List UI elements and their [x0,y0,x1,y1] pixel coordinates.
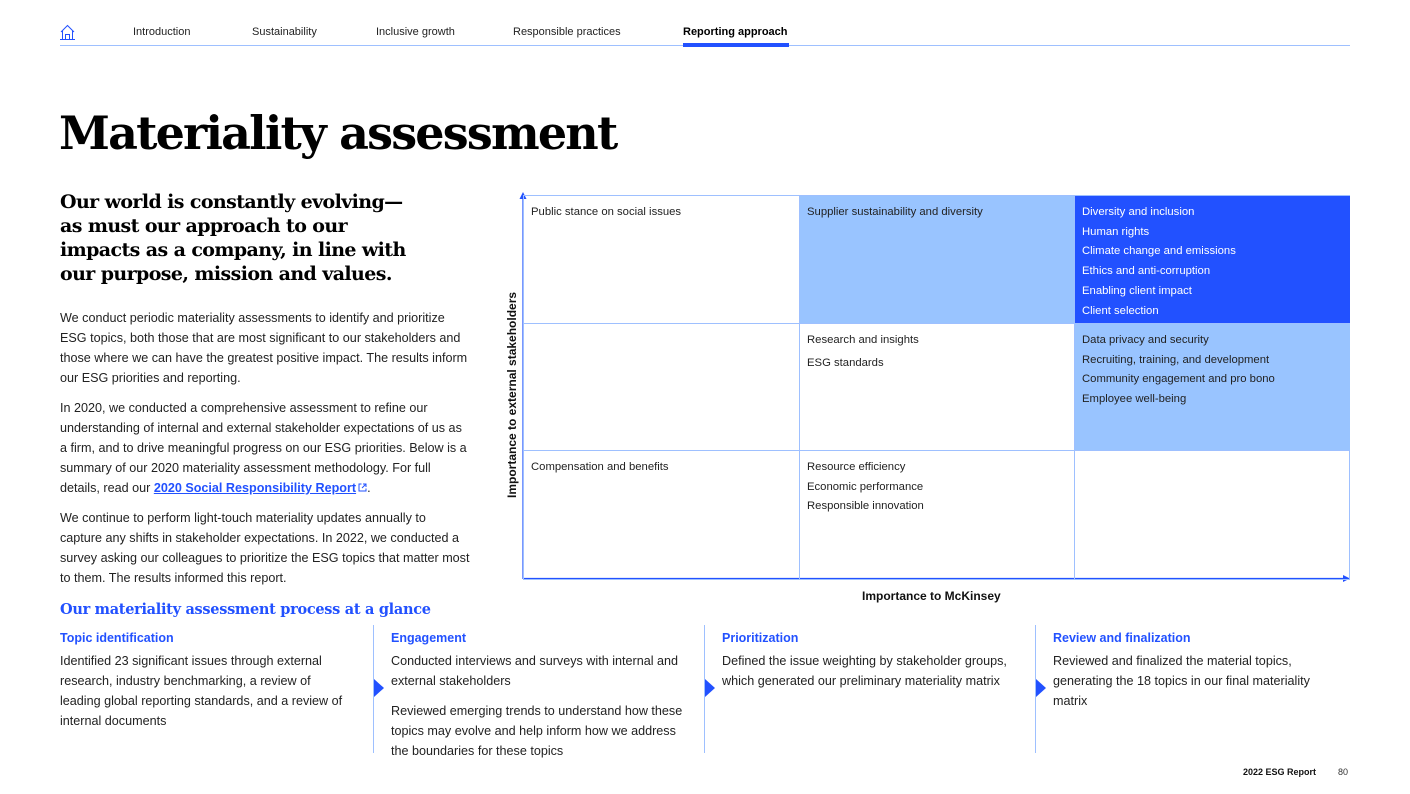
matrix-cell-bot-left [523,451,799,580]
footer-report-name: 2022 ESG Report [1243,767,1317,777]
page-title: Materiality assessment [59,106,617,160]
matrix-cell-bot-mid [799,451,1074,580]
chevron-right-icon [705,679,715,697]
active-tab-indicator [683,43,789,47]
matrix-topic: Public stance on social issues [531,206,682,218]
matrix-topic: Responsible innovation [807,500,924,513]
step-text: Conducted interviews and surveys with internal and external stakeholders [391,654,679,688]
y-axis-label: Importance to external stakeholders [505,291,519,498]
page-number: 80 [1338,767,1349,777]
lead-statement: Our world is constantly evolving— as must our approach to our impacts as a company, in line with our purpose, mission and values. [60,191,406,285]
matrix-topic: Resource efficiency [807,461,906,473]
matrix-topic: Data privacy and security [1082,334,1209,346]
process-step-prioritization [722,625,1022,753]
matrix-topic: Supplier sustainability and diversity [807,206,983,218]
matrix-cell-mid-mid [799,324,1074,451]
materiality-matrix [523,195,1350,579]
step-text: Reviewed and finalized the material topics, generating the 18 topics in our final materiality matrix [1053,654,1310,708]
step-title: Prioritization [722,631,799,645]
social-responsibility-report-link[interactable] [154,481,367,495]
x-axis-label: Importance to McKinsey [862,589,1001,603]
step-text: Reviewed emerging trends to understand how these topics may evolve and help inform how we address the boundaries for these topics [391,704,683,758]
matrix-topic: Climate change and emissions [1082,245,1236,258]
nav-item-responsible-practices[interactable]: Responsible practices [513,26,621,38]
home-icon[interactable] [60,24,75,41]
step-title: Review and finalization [1053,631,1191,645]
nav-item-introduction[interactable]: Introduction [133,26,191,38]
intro-paragraph-3: We continue to perform light-touch materiality updates annually to capture any shifts in stakeholder expectations. In 2022, we conducted a survey asking our colleagues to prioritize the ESG topics that matter most to them. The results informed this report. [60,511,470,585]
process-step-topic-identification [60,625,350,753]
matrix-cell-bot-right [1074,451,1350,580]
report-link-label: 2020 Social Responsibility Report [153,481,357,495]
matrix-topic: Employee well-being [1082,393,1187,406]
matrix-cell-top-right [1074,196,1350,324]
matrix-topic: Ethics and anti-corruption [1082,265,1211,278]
matrix-cell-mid-right [1074,324,1350,451]
matrix-topic: Compensation and benefits [531,461,669,473]
external-link-icon [358,483,367,492]
process-step-review-finalization [1053,625,1343,753]
paragraph-2-text: In 2020, we conducted a comprehensive assessment to refine our understanding of internal and external stakeholder expectations of us as a firm, and to drive meaningful progress on our ESG priorities. Below is a summary of our 2020 materiality assessment methodology. For full details, read our [60,401,467,495]
nav-item-reporting-approach[interactable]: Reporting approach [683,26,788,38]
matrix-cell-top-mid [799,196,1074,324]
matrix-cell-top-left [523,196,799,324]
intro-paragraph-2 [60,398,470,498]
matrix-topic: Human rights [1082,225,1150,238]
step-title: Engagement [391,631,467,645]
matrix-cell-mid-left [523,324,799,451]
matrix-topic: Research and insights [807,334,919,346]
top-navigation [60,0,1350,46]
step-title: Topic identification [60,631,174,645]
process-heading: Our materiality assessment process at a glance [60,601,431,618]
matrix-topic: Enabling client impact [1082,284,1192,297]
process-step-engagement [391,625,691,758]
nav-item-inclusive-growth[interactable]: Inclusive growth [376,26,455,38]
matrix-topic: Community engagement and pro bono [1082,373,1275,386]
matrix-topic: Economic performance [807,480,924,493]
matrix-topic: Client selection [1082,304,1159,317]
intro-paragraph-1: We conduct periodic materiality assessments to identify and prioritize ESG topics, both those that are most significant to our stakeholders and those where we can have the greatest positive impact. The results inform our ESG priorities and reporting. [60,311,468,385]
matrix-topic: Diversity and inclusion [1082,206,1195,218]
paragraph-2-end: . [367,481,371,495]
matrix-topic: Recruiting, training, and development [1082,353,1270,366]
step-text: Identified 23 significant issues through external research, industry benchmarking, a review of leading global reporting standards, and a review of internal documents [60,654,343,728]
chevron-right-icon [374,679,384,697]
matrix-topic: ESG standards [807,356,884,369]
chevron-right-icon [1036,679,1046,697]
nav-item-sustainability[interactable]: Sustainability [252,26,317,38]
step-text: Defined the issue weighting by stakeholder groups, which generated our preliminary materiality matrix [722,654,1007,688]
